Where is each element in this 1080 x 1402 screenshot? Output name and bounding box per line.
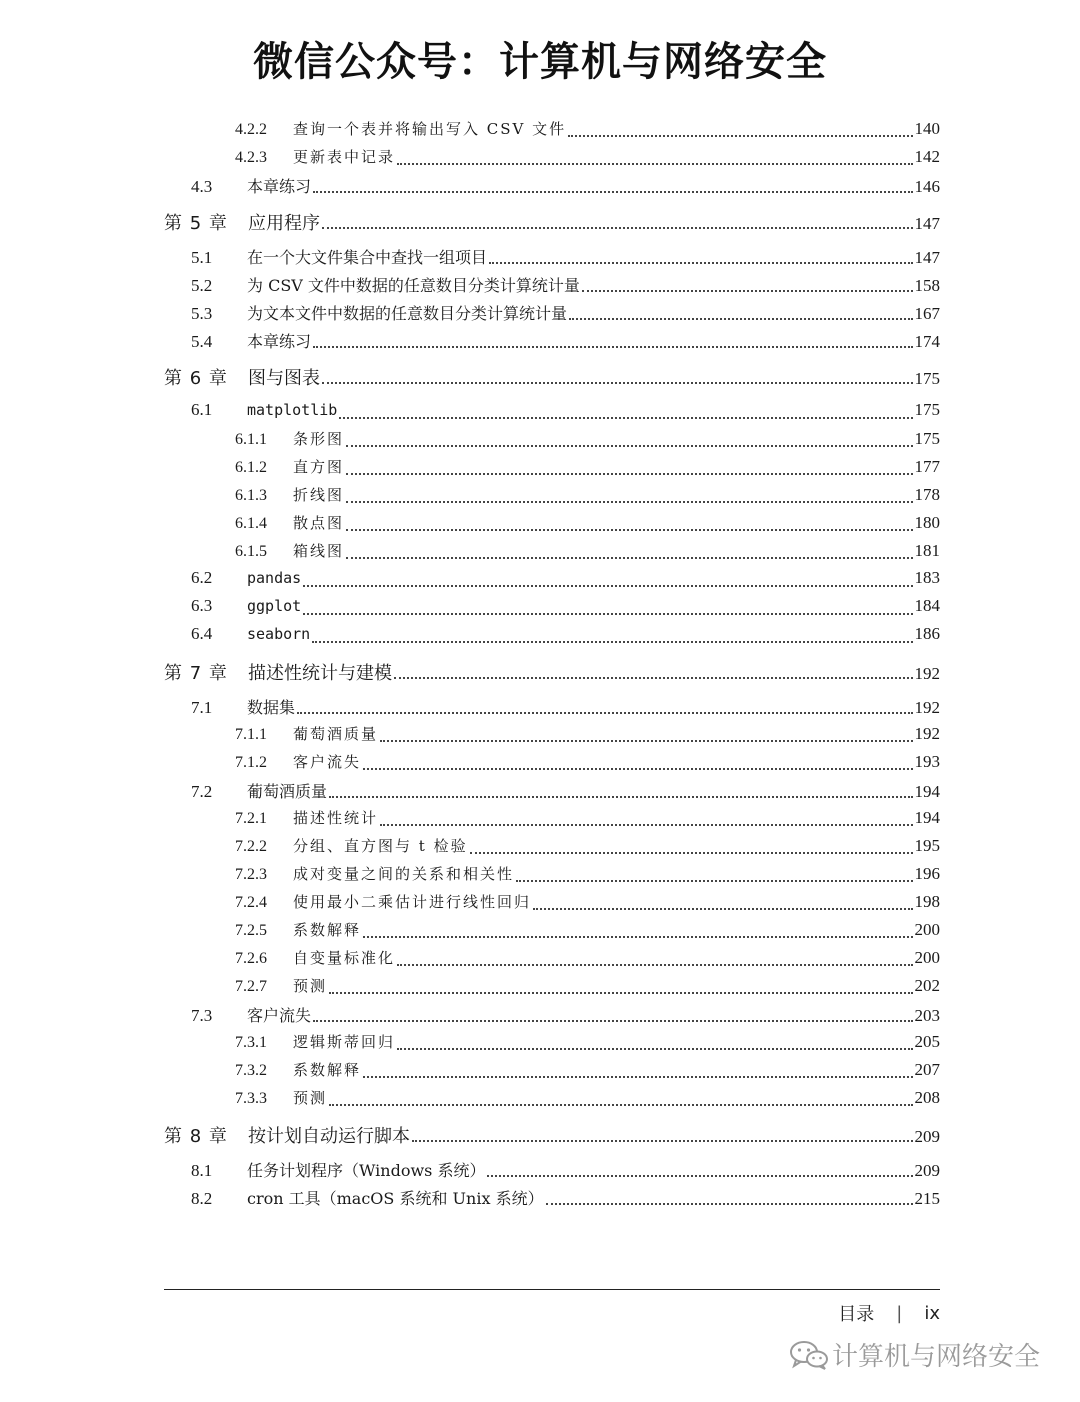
toc-entry-number: 6.1.1 (235, 431, 267, 448)
toc-entry-page: 193 (914, 752, 940, 771)
toc-entry-number: 7.3 (191, 1006, 213, 1025)
toc-dot-leader (394, 673, 913, 679)
toc-entry-title: 预测 (293, 977, 328, 995)
toc-dot-leader (322, 223, 913, 229)
toc-entry-page: 175 (914, 429, 940, 448)
toc-entry[interactable] (164, 1003, 940, 1031)
toc-dot-leader (346, 553, 912, 559)
toc-dot-leader (303, 609, 912, 615)
toc-dot-leader (313, 187, 912, 193)
toc-chapter-entry[interactable] (164, 659, 940, 689)
toc-entry-page: 186 (914, 624, 940, 643)
toc-entry-title: 描述性统计 (293, 809, 379, 827)
toc-entry-page: 198 (914, 892, 940, 911)
toc-entry[interactable] (164, 624, 940, 652)
toc-dot-leader (516, 876, 912, 882)
toc-entry-number: 7.1.1 (235, 726, 267, 743)
toc-entry-page: 209 (914, 1161, 940, 1180)
toc-entry[interactable] (164, 1186, 940, 1214)
toc-entry-title: pandas (247, 569, 302, 587)
toc-entry-title: matplotlib (247, 401, 338, 419)
toc-entry-number: 7.2.2 (235, 838, 267, 855)
toc-entry[interactable] (164, 1059, 940, 1087)
toc-entry-page: 203 (914, 1006, 940, 1025)
toc-entry-title: 葡萄酒质量 (247, 782, 328, 801)
toc-dot-leader (363, 932, 912, 938)
toc-entry[interactable] (164, 174, 940, 202)
toc-dot-leader (487, 1171, 912, 1177)
toc-entry-title: 数据集 (247, 698, 296, 717)
toc-entry[interactable] (164, 1087, 940, 1115)
toc-entry[interactable] (164, 975, 940, 1003)
toc-dot-leader (470, 848, 913, 854)
toc-entry-number: 7.1 (191, 698, 213, 717)
toc-dot-leader (412, 1136, 913, 1142)
watermark-text: 计算机与网络安全 (832, 1342, 1041, 1372)
toc-dot-leader (380, 736, 912, 742)
toc-entry-page: 167 (914, 304, 940, 323)
toc-dot-leader (313, 342, 912, 348)
toc-entry[interactable] (164, 723, 940, 751)
toc-entry[interactable] (164, 245, 940, 273)
toc-entry[interactable] (164, 863, 940, 891)
toc-entry-number: 8.1 (191, 1161, 213, 1180)
toc-entry-number: 8.2 (191, 1189, 213, 1208)
toc-entry-number: 7.2.7 (235, 978, 267, 995)
toc-entry[interactable] (164, 456, 940, 484)
table-of-contents (164, 118, 940, 1214)
toc-entry-number: 7.2.4 (235, 894, 267, 911)
toc-entry-title: 葡萄酒质量 (293, 725, 379, 743)
toc-dot-leader (533, 904, 912, 910)
page-footer (838, 1300, 940, 1326)
toc-entry-page: 146 (914, 177, 940, 196)
toc-entry[interactable] (164, 301, 940, 329)
toc-entry[interactable] (164, 1031, 940, 1059)
toc-entry[interactable] (164, 947, 940, 975)
toc-entry-number: 5.4 (191, 332, 213, 351)
toc-entry[interactable] (164, 146, 940, 174)
toc-entry-page: 140 (914, 119, 940, 138)
toc-dot-leader (329, 988, 912, 994)
toc-entry-page: 147 (914, 214, 940, 233)
toc-entry-number: 6.1 (191, 400, 213, 419)
toc-entry[interactable] (164, 540, 940, 568)
toc-entry-title: 在一个大文件集合中查找一组项目 (247, 248, 488, 267)
toc-entry-page: 200 (914, 948, 940, 967)
toc-dot-leader (397, 1044, 912, 1050)
toc-entry-title: 为 CSV 文件中数据的任意数目分类计算统计量 (247, 276, 580, 295)
toc-entry-title: 本章练习 (247, 332, 312, 351)
toc-entry-page: 208 (914, 1088, 940, 1107)
toc-entry-title: 使用最小二乘估计进行线性回归 (293, 893, 532, 911)
toc-entry-title: seaborn (247, 625, 311, 643)
toc-entry-title: 查询一个表并将输出写入 CSV 文件 (293, 120, 567, 138)
toc-dot-leader (546, 1199, 913, 1205)
toc-chapter-entry[interactable] (164, 364, 940, 394)
toc-entry-page: 142 (914, 147, 940, 166)
toc-entry[interactable] (164, 807, 940, 835)
toc-entry[interactable] (164, 400, 940, 428)
toc-dot-leader (489, 258, 912, 264)
toc-entry[interactable] (164, 835, 940, 863)
toc-dot-leader (346, 497, 912, 503)
toc-entry-title: 本章练习 (247, 177, 312, 196)
toc-entry-number: 6.2 (191, 568, 213, 587)
watermark (788, 1336, 1040, 1373)
banner-title: 微信公众号：计算机与网络安全 (253, 39, 827, 85)
toc-entry[interactable] (164, 891, 940, 919)
toc-entry[interactable] (164, 118, 940, 146)
toc-entry-number: 第 5 章 (164, 213, 228, 234)
toc-entry[interactable] (164, 695, 940, 723)
toc-entry-page: 177 (914, 457, 940, 476)
toc-entry-page: 178 (914, 485, 940, 504)
toc-entry-number: 6.1.2 (235, 459, 267, 476)
toc-entry-title: 分组、直方图与 t 检验 (293, 837, 468, 855)
toc-entry-page: 202 (914, 976, 940, 995)
toc-entry-page: 181 (914, 541, 940, 560)
toc-entry-page: 158 (914, 276, 940, 295)
toc-dot-leader (322, 378, 913, 384)
toc-entry[interactable] (164, 512, 940, 540)
toc-entry-page: 174 (914, 332, 940, 351)
toc-entry-number: 7.1.2 (235, 754, 267, 771)
toc-entry-title: 箱线图 (293, 542, 345, 560)
toc-entry-title: cron 工具（macOS 系统和 Unix 系统） (247, 1189, 544, 1208)
footer-divider (164, 1289, 940, 1290)
toc-dot-leader (569, 314, 912, 320)
toc-entry-title: 为文本文件中数据的任意数目分类计算统计量 (247, 304, 568, 323)
toc-entry-number: 5.2 (191, 276, 213, 295)
footer-section-label: 目录 (838, 1304, 875, 1325)
toc-dot-leader (329, 792, 912, 798)
toc-entry-number: 6.1.4 (235, 515, 267, 532)
toc-entry-title: 系数解释 (293, 1061, 362, 1079)
toc-entry-page: 147 (914, 248, 940, 267)
toc-dot-leader (363, 1072, 912, 1078)
toc-entry-title: 系数解释 (293, 921, 362, 939)
toc-entry-title: 任务计划程序（Windows 系统） (247, 1161, 486, 1180)
toc-dot-leader (339, 413, 912, 419)
toc-dot-leader (346, 441, 912, 447)
toc-entry-title: 预测 (293, 1089, 328, 1107)
wechat-icon (788, 1339, 830, 1371)
toc-dot-leader (303, 581, 912, 587)
toc-entry-title: 折线图 (293, 486, 345, 504)
toc-entry[interactable] (164, 568, 940, 596)
toc-entry-page: 205 (914, 1032, 940, 1051)
toc-entry[interactable] (164, 329, 940, 357)
toc-entry-page: 215 (914, 1189, 940, 1208)
toc-entry-page: 195 (914, 836, 940, 855)
toc-entry-page: 175 (914, 369, 940, 388)
toc-entry[interactable] (164, 1158, 940, 1186)
toc-dot-leader (397, 960, 912, 966)
toc-dot-leader (582, 286, 913, 292)
toc-entry-page: 175 (914, 400, 940, 419)
toc-entry-number: 5.1 (191, 248, 213, 267)
toc-dot-leader (329, 1100, 912, 1106)
toc-entry-page: 192 (914, 698, 940, 717)
footer-page-number: ix (924, 1302, 940, 1324)
toc-entry-number: 7.2 (191, 782, 213, 801)
toc-entry-number: 4.3 (191, 177, 213, 196)
toc-dot-leader (346, 525, 912, 531)
toc-entry-title: 逻辑斯蒂回归 (293, 1033, 396, 1051)
toc-entry-number: 7.3.2 (235, 1062, 267, 1079)
toc-entry[interactable] (164, 779, 940, 807)
toc-entry-number: 7.3.1 (235, 1034, 267, 1051)
toc-entry-title: 更新表中记录 (293, 148, 396, 166)
toc-entry-title: 条形图 (293, 430, 345, 448)
toc-entry[interactable] (164, 751, 940, 779)
toc-entry-number: 4.2.3 (235, 149, 267, 166)
footer-separator: | (896, 1302, 903, 1324)
toc-entry-page: 192 (914, 664, 940, 683)
toc-entry-page: 192 (914, 724, 940, 743)
toc-dot-leader (363, 764, 912, 770)
toc-entry[interactable] (164, 428, 940, 456)
toc-entry-title: 图与图表 (248, 368, 320, 389)
toc-entry-title: 应用程序 (248, 213, 320, 234)
toc-entry-page: 196 (914, 864, 940, 883)
toc-entry-number: 7.2.1 (235, 810, 267, 827)
toc-entry[interactable] (164, 596, 940, 624)
toc-entry-number: 7.2.3 (235, 866, 267, 883)
toc-dot-leader (312, 637, 912, 643)
toc-entry-title: 客户流失 (247, 1006, 312, 1025)
toc-entry-number: 7.2.5 (235, 922, 267, 939)
toc-entry-title: 直方图 (293, 458, 345, 476)
toc-entry-title: ggplot (247, 597, 302, 615)
toc-entry-number: 6.1.3 (235, 487, 267, 504)
toc-entry-page: 200 (914, 920, 940, 939)
toc-entry-page: 194 (914, 782, 940, 801)
toc-entry-title: 成对变量之间的关系和相关性 (293, 865, 515, 883)
toc-chapter-entry[interactable] (164, 209, 940, 239)
toc-entry[interactable] (164, 484, 940, 512)
toc-entry-number: 6.1.5 (235, 543, 267, 560)
toc-entry-title: 散点图 (293, 514, 345, 532)
toc-entry-page: 180 (914, 513, 940, 532)
toc-entry-page: 194 (914, 808, 940, 827)
toc-entry-title: 客户流失 (293, 753, 362, 771)
toc-chapter-entry[interactable] (164, 1122, 940, 1152)
toc-entry-page: 207 (914, 1060, 940, 1079)
toc-entry-title: 描述性统计与建模 (248, 663, 392, 684)
toc-entry-page: 184 (914, 596, 940, 615)
toc-entry[interactable] (164, 273, 940, 301)
toc-entry-number: 第 6 章 (164, 368, 228, 389)
toc-entry-page: 183 (914, 568, 940, 587)
toc-entry-number: 7.2.6 (235, 950, 267, 967)
toc-dot-leader (297, 708, 912, 714)
toc-entry-number: 6.3 (191, 596, 213, 615)
toc-dot-leader (346, 469, 912, 475)
toc-entry-number: 第 8 章 (164, 1126, 228, 1147)
toc-entry-number: 4.2.2 (235, 121, 267, 138)
toc-entry-title: 按计划自动运行脚本 (248, 1126, 410, 1147)
toc-dot-leader (380, 820, 912, 826)
toc-entry-page: 209 (914, 1127, 940, 1146)
toc-entry-number: 6.4 (191, 624, 213, 643)
toc-entry-number: 5.3 (191, 304, 213, 323)
toc-entry[interactable] (164, 919, 940, 947)
toc-entry-title: 自变量标准化 (293, 949, 396, 967)
toc-dot-leader (313, 1016, 912, 1022)
toc-dot-leader (397, 159, 912, 165)
toc-entry-number: 7.3.3 (235, 1090, 267, 1107)
toc-dot-leader (568, 131, 912, 137)
toc-entry-number: 第 7 章 (164, 663, 228, 684)
